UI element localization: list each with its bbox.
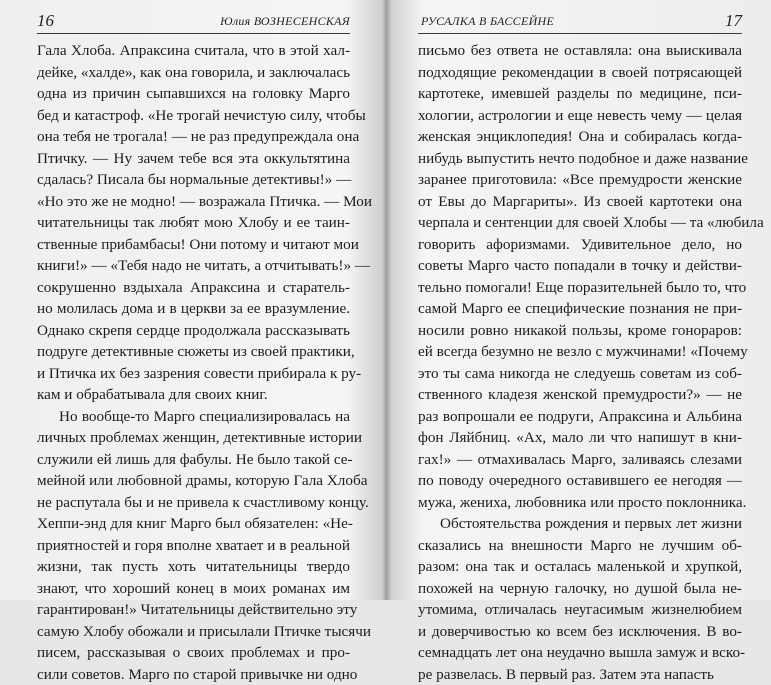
text-line: черпала и сентенции для своей Хлобы — та «любила <box>418 212 742 234</box>
text-line: и доверчивостью ко всем без исключения. В во- <box>418 621 742 643</box>
left-page <box>0 0 386 600</box>
text-line: похожей на черную галочку, но душой была не- <box>418 578 742 600</box>
text-line: ре развелась. В первый раз. Затем эта напасть <box>418 664 742 685</box>
text-line: дейке, «халде», как она говорила, и заключалась <box>37 62 350 84</box>
text-line: ственные прибамбасы! Они потому и читают мои <box>37 234 350 256</box>
left-page-number: 16 <box>37 11 54 31</box>
text-line: служили ей лишь для фабулы. Не было такой се- <box>37 449 350 471</box>
text-line: ственного кладезя женской премудрости?» — не <box>418 384 742 406</box>
text-line: разом: она так и осталась маленькой и хрупкой, <box>418 556 742 578</box>
text-line: гарантирован!» Читательницы действительно эту <box>37 599 350 621</box>
text-line: заранее приготовила: «Все премудрости женские <box>418 169 742 191</box>
text-line: бед и катастроф. «Не трогай нечистую силу, чтобы <box>37 105 350 127</box>
text-line: письмо без ответа не оставляла: она выискивала <box>418 40 742 62</box>
text-line: раз вопрошали ее подруги, Апраксина и Альбина <box>418 406 742 428</box>
text-line: семнадцать лет она неудачно вышла замуж и вско- <box>418 642 742 664</box>
text-line: самую Хлобу обожали и присылали Птичке тысячи <box>37 621 350 643</box>
text-line: ей всегда безумно не везло с мужчинами! «Почему <box>418 341 742 363</box>
text-line: по поводу очередного оставившего ее негодяя — <box>418 470 742 492</box>
text-line: женская энциклопедия! Она и собиралась когда- <box>418 126 742 148</box>
right-page <box>386 0 771 600</box>
text-line: и Птичка их без зазрения совести прибирала к ру- <box>37 363 350 385</box>
text-line: Птичку. — Ну зачем тебе вся эта оккультятина <box>37 148 350 170</box>
text-line: самой Марго ее специфические познания не при- <box>418 298 742 320</box>
text-line: это ты сама никогда не следуешь советам из соб- <box>418 363 742 385</box>
text-line: носили ровно никакой пользы, кроме гонораров: <box>418 320 742 342</box>
text-line: не распутала бы и не привела к счастливому концу. <box>37 492 350 514</box>
right-page-header <box>386 11 771 33</box>
right-page-text <box>418 40 742 685</box>
text-line: Хеппи-энд для книг Марго был обязателен: «Не- <box>37 513 350 535</box>
text-line: говорить афоризмами. Удивительное дело, но <box>418 234 742 256</box>
text-line: гах!» — отмахивалась Марго, заливаясь слезами <box>418 449 742 471</box>
right-page-number: 17 <box>725 11 742 31</box>
text-line: подходящие рекомендации в своей потрясающей <box>418 62 742 84</box>
text-line: личных проблемах женщин, детективные истории <box>37 427 350 449</box>
text-line: хологии, астрологии и еще невесть чему — целая <box>418 105 742 127</box>
text-line: Обстоятельства рождения и первых лет жизни <box>418 513 742 535</box>
text-line: Однако скрепя сердце продолжала рассказывать <box>37 320 350 342</box>
text-line: фон Ляйбниц. «Ах, мало ли что напишут в кни- <box>418 427 742 449</box>
text-line: сокрушенно вздыхала Апраксина и старатель- <box>37 277 350 299</box>
text-line: Гала Хлоба. Апраксина считала, что в этой хал- <box>37 40 350 62</box>
text-line: но молилась дома и в церкви за ее вразумление. <box>37 298 350 320</box>
text-line: картотеке, имевшей разделы по медицине, пси- <box>418 83 742 105</box>
text-line: читательницы так любят мою Хлобу и ее таин- <box>37 212 350 234</box>
text-line: «Но это же не модно! — возражала Птичка. — Мои <box>37 191 350 213</box>
text-line: писем, рассказывая о своих проблемах и про- <box>37 642 350 664</box>
text-line: мейной или любовной драмы, которую Гала Хлоба <box>37 470 350 492</box>
text-line: сдалась? Писала бы нормальные детективы!» — <box>37 169 350 191</box>
text-line: от Евы до Маргариты». Из своей картотеки она <box>418 191 742 213</box>
left-running-title: Юлия ВОЗНЕСЕНСКАЯ <box>220 14 350 29</box>
text-line: сказались на внешности Марго не лучшим об- <box>418 535 742 557</box>
right-running-title: РУСАЛКА В БАССЕЙНЕ <box>421 14 554 29</box>
left-page-header <box>0 11 386 33</box>
text-line: кам и обрабатывала для своих книг. <box>37 384 350 406</box>
text-line: знают, что хороший конец в моих романах им <box>37 578 350 600</box>
text-line: сили советов. Марго по старой привычке ни одно <box>37 664 350 685</box>
text-line: книги!» — «Тебя надо не читать, а отчитывать!» — <box>37 255 350 277</box>
text-line: утомима, отличалась неугасимым жизнелюбием <box>418 599 742 621</box>
text-line: мужа, жениха, любовника или просто поклонника. <box>418 492 742 514</box>
text-line: советы Марго часто попадали в точку и действи- <box>418 255 742 277</box>
left-page-text <box>37 40 350 685</box>
text-line: жизни, так пусть хоть читательницы твердо <box>37 556 350 578</box>
text-line: приятностей и горя вполне хватает и в реальной <box>37 535 350 557</box>
text-line: подруге детективные сюжеты из своей практики, <box>37 341 350 363</box>
left-header-rule <box>37 33 350 34</box>
text-line: тельно помогали! Еще поразительней было то, что <box>418 277 742 299</box>
right-header-rule <box>418 33 742 34</box>
text-line: Но вообще-то Марго специализировалась на <box>37 406 350 428</box>
text-line: она тебя не трогала! — не раз предупреждала она <box>37 126 350 148</box>
text-line: одна из причин сыпавшихся на головку Марго <box>37 83 350 105</box>
text-line: нибудь выпустить нечто подобное и даже название <box>418 148 742 170</box>
